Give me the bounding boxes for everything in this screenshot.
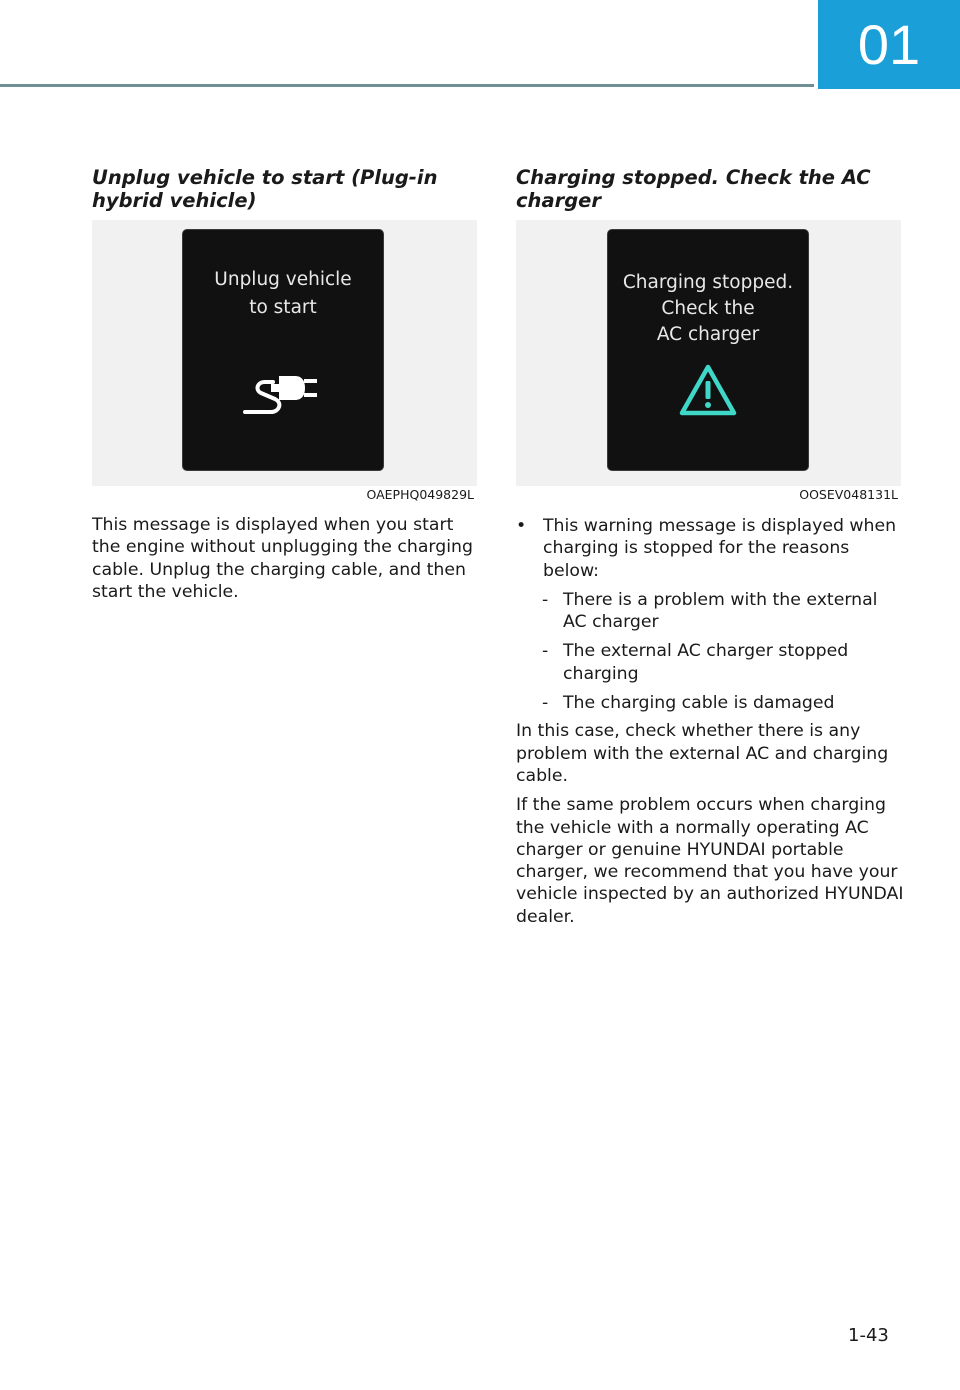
chapter-tab: 01 [818, 0, 960, 89]
body-paragraph: This message is displayed when you start the engine without unplugging the charging cable. Unplug the charging cable, and then start the vehicle. [92, 515, 473, 602]
sub-item [516, 640, 904, 685]
body-paragraph: In this case, check whether there is any problem with the external AC and charging cable. [516, 721, 889, 786]
page-number: 1-43 [848, 1325, 889, 1346]
sub-item-text: The charging cable is damaged [563, 693, 835, 714]
bullet-mark: • [516, 516, 527, 536]
sub-mark: - [542, 693, 549, 714]
cluster-figure [92, 220, 477, 486]
sub-item-text: There is a problem with the external AC charger [563, 589, 878, 633]
cluster-screen [608, 230, 808, 470]
warning-triangle-icon [678, 363, 738, 417]
section-heading: Charging stopped. Check the AC charger [516, 166, 871, 212]
section-unplug [92, 166, 480, 603]
bullet-text: This warning message is displayed when charging is stopped for the reasons below: [543, 516, 897, 581]
cluster-figure [516, 220, 901, 486]
sub-item-text: The external AC charger stopped charging [563, 641, 849, 684]
section-heading: Unplug vehicle to start (Plug-in hybrid vehicle) [92, 166, 438, 212]
cluster-screen [183, 230, 383, 470]
sub-mark: - [542, 641, 549, 662]
section-charging-stopped [516, 166, 904, 928]
sub-item [516, 589, 904, 634]
plug-cable-icon [241, 362, 331, 418]
sub-mark: - [542, 589, 549, 610]
figure-code: OOSEV048131L [799, 487, 898, 502]
screen-message: Unplug vehicle to start [214, 269, 352, 318]
screen-message: Charging stopped. Check the AC charger [622, 272, 794, 345]
figure-code: OAEPHQ049829L [366, 487, 474, 502]
header-rule [0, 84, 814, 87]
bullet-item [516, 515, 904, 582]
body-paragraph: If the same problem occurs when charging the vehicle with a normally operating AC charger or genuine HYUNDAI portable charger, we recommend that you have your vehicle inspected by an authorized HYUNDAI dealer. [516, 795, 904, 927]
sub-item [516, 692, 904, 714]
